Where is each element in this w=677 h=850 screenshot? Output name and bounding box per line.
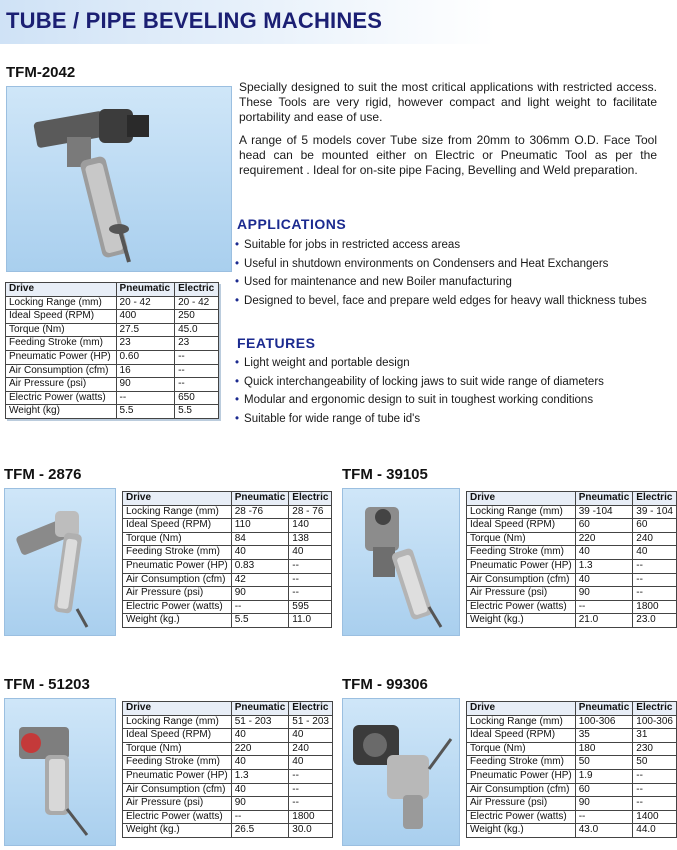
list-item: • Quick interchangeability of locking jaws to suit wide range of diameters [235, 373, 604, 392]
table-cell: 51 - 203 [231, 715, 289, 729]
table-cell: -- [289, 559, 332, 573]
model-title-tfm-99306: TFM - 99306 [342, 676, 428, 693]
table-cell: Feeding Stroke (mm) [123, 756, 232, 770]
product-photo-tfm-99306 [342, 698, 460, 846]
table-cell: Electric Power (watts) [123, 600, 232, 614]
table-cell: Feeding Stroke (mm) [6, 337, 117, 351]
table-cell: Air Pressure (psi) [123, 587, 232, 601]
table-row [467, 600, 677, 614]
table-header-row [467, 702, 677, 716]
table-cell: 40 [289, 546, 332, 560]
table-row [123, 546, 332, 560]
table-cell: 23 [116, 337, 175, 351]
table-cell: 40 [231, 756, 289, 770]
table-cell: -- [633, 783, 677, 797]
table-cell: 1800 [289, 810, 333, 824]
list-item: • Suitable for wide range of tube id's [235, 410, 604, 429]
table-cell: Torque (Nm) [123, 742, 232, 756]
table-row [467, 797, 677, 811]
table-header-row [123, 492, 332, 506]
table-row [467, 587, 677, 601]
table-cell: Ideal Speed (RPM) [6, 310, 117, 324]
table-cell: Electric Power (watts) [467, 810, 576, 824]
table-row [6, 337, 219, 351]
table-header-cell: Electric [175, 283, 219, 297]
table-cell: 1.3 [575, 559, 633, 573]
table-cell: Weight (kg.) [467, 614, 576, 628]
spec-table-tfm-99306 [466, 701, 677, 838]
table-cell: Pneumatic Power (HP) [123, 559, 232, 573]
table-cell: Locking Range (mm) [123, 505, 232, 519]
table-cell: 595 [289, 600, 332, 614]
table-cell: 26.5 [231, 824, 289, 838]
model-title-tfm-2042: TFM-2042 [6, 64, 76, 81]
table-row [123, 505, 332, 519]
table-cell: 240 [633, 532, 677, 546]
table-cell: -- [575, 600, 633, 614]
table-row [123, 729, 333, 743]
table-cell: -- [175, 364, 219, 378]
table-cell: Pneumatic Power (HP) [467, 559, 576, 573]
table-cell: -- [289, 587, 332, 601]
table-cell: 90 [575, 587, 633, 601]
table-cell: Air Pressure (psi) [467, 797, 576, 811]
table-cell: 40 [575, 573, 633, 587]
table-row [123, 519, 332, 533]
table-row [123, 559, 332, 573]
table-header-cell: Drive [123, 702, 232, 716]
table-header-cell: Pneumatic [231, 492, 289, 506]
table-cell: 50 [575, 756, 633, 770]
table-header-cell: Electric [633, 702, 677, 716]
spec-table-tfm-2876 [122, 491, 332, 628]
table-header-cell: Drive [467, 702, 576, 716]
table-cell: Air Consumption (cfm) [467, 573, 576, 587]
applications-list [235, 236, 647, 310]
table-row [467, 783, 677, 797]
table-cell: 60 [575, 519, 633, 533]
spec-table-tfm-2042 [5, 282, 219, 419]
table-row [6, 323, 219, 337]
table-row [6, 378, 219, 392]
table-cell: Torque (Nm) [467, 532, 576, 546]
tool-illustration-icon [5, 699, 115, 845]
table-row [123, 783, 333, 797]
intro-paragraph-1: Specially designed to suit the most critical applications with restricted access. These Tools are very rigid, however compact and light weight to facilitate portability and ease of use. [239, 80, 657, 124]
model-title-tfm-51203: TFM - 51203 [4, 676, 90, 693]
list-item: • Suitable for jobs in restricted access areas [235, 236, 647, 255]
table-cell: 51 - 203 [289, 715, 333, 729]
product-photo-tfm-2876 [4, 488, 116, 636]
table-cell: Pneumatic Power (HP) [123, 769, 232, 783]
tool-illustration-icon [5, 489, 115, 635]
table-cell: 0.60 [116, 350, 175, 364]
table-cell: 39 - 104 [633, 505, 677, 519]
table-cell: 45.0 [175, 323, 219, 337]
table-row [123, 532, 332, 546]
table-row [123, 769, 333, 783]
table-cell: 27.5 [116, 323, 175, 337]
table-cell: Feeding Stroke (mm) [467, 756, 576, 770]
table-cell: 44.0 [633, 824, 677, 838]
table-cell: 31 [633, 729, 677, 743]
table-cell: Electric Power (watts) [123, 810, 232, 824]
table-cell: 250 [175, 310, 219, 324]
table-cell: 20 - 42 [175, 296, 219, 310]
table-row [123, 614, 332, 628]
table-header-cell: Electric [289, 702, 333, 716]
table-cell: 28 -76 [231, 505, 289, 519]
table-cell: Weight (kg.) [467, 824, 576, 838]
table-header-cell: Drive [6, 283, 117, 297]
table-cell: 43.0 [575, 824, 633, 838]
table-cell: 40 [633, 546, 677, 560]
table-cell: 230 [633, 742, 677, 756]
table-cell: 21.0 [575, 614, 633, 628]
table-cell: 1.3 [231, 769, 289, 783]
spec-table-tfm-51203 [122, 701, 333, 838]
table-header-cell: Electric [289, 492, 332, 506]
table-cell: 5.5 [175, 405, 219, 419]
table-cell: Pneumatic Power (HP) [467, 769, 576, 783]
features-heading: FEATURES [237, 335, 316, 351]
table-cell: 84 [231, 532, 289, 546]
table-row [6, 391, 219, 405]
tool-illustration-icon [343, 489, 459, 635]
table-cell: Weight (kg.) [123, 614, 232, 628]
spec-table-tfm-39105 [466, 491, 677, 628]
table-cell: 220 [575, 532, 633, 546]
table-row [123, 756, 333, 770]
intro-text [239, 80, 657, 186]
table-cell: 90 [231, 797, 289, 811]
table-cell: -- [289, 769, 333, 783]
table-cell: Locking Range (mm) [123, 715, 232, 729]
product-photo-tfm-51203 [4, 698, 116, 846]
table-row [6, 310, 219, 324]
table-cell: Locking Range (mm) [6, 296, 117, 310]
table-row [467, 729, 677, 743]
table-row [467, 810, 677, 824]
table-row [467, 505, 677, 519]
title-banner [0, 0, 660, 44]
table-cell: -- [633, 797, 677, 811]
table-cell: 50 [633, 756, 677, 770]
table-row [467, 614, 677, 628]
table-cell: 60 [633, 519, 677, 533]
features-list [235, 354, 604, 428]
table-cell: Air Pressure (psi) [123, 797, 232, 811]
table-row [123, 573, 332, 587]
applications-heading: APPLICATIONS [237, 216, 347, 232]
table-cell: Air Consumption (cfm) [123, 783, 232, 797]
table-cell: Torque (Nm) [6, 323, 117, 337]
table-row [123, 742, 333, 756]
table-header-row [123, 702, 333, 716]
table-cell: Feeding Stroke (mm) [123, 546, 232, 560]
table-cell: 20 - 42 [116, 296, 175, 310]
table-row [467, 559, 677, 573]
table-cell: 100-306 [633, 715, 677, 729]
table-row [123, 810, 333, 824]
table-cell: Locking Range (mm) [467, 505, 576, 519]
table-cell: 1400 [633, 810, 677, 824]
table-header-cell: Electric [633, 492, 677, 506]
table-header-cell: Pneumatic [116, 283, 175, 297]
tool-illustration-icon [343, 699, 459, 845]
table-row [467, 742, 677, 756]
table-cell: 40 [231, 729, 289, 743]
table-header-cell: Pneumatic [231, 702, 289, 716]
table-row [467, 769, 677, 783]
table-cell: 23 [175, 337, 219, 351]
table-header-cell: Drive [123, 492, 232, 506]
table-cell: -- [289, 783, 333, 797]
table-cell: 90 [231, 587, 289, 601]
table-cell: 16 [116, 364, 175, 378]
table-cell: Torque (Nm) [123, 532, 232, 546]
table-cell: Locking Range (mm) [467, 715, 576, 729]
table-cell: 100-306 [575, 715, 633, 729]
table-cell: -- [633, 769, 677, 783]
table-cell: 180 [575, 742, 633, 756]
table-header-row [467, 492, 677, 506]
table-cell: 35 [575, 729, 633, 743]
intro-paragraph-2: A range of 5 models cover Tube size from 20mm to 306mm O.D. Face Tool head can be mounted either on Electric or Pneumatic Tool as per the requirement . Ideal for on-site pipe Facing, Bevelling and Weld preparation. [239, 133, 657, 177]
table-row [6, 350, 219, 364]
list-item: • Useful in shutdown environments on Condensers and Heat Exchangers [235, 255, 647, 274]
table-cell: -- [633, 573, 677, 587]
table-cell: 0.83 [231, 559, 289, 573]
list-item: • Modular and ergonomic design to suit in toughest working conditions [235, 391, 604, 410]
table-cell: 40 [289, 756, 333, 770]
list-item: • Light weight and portable design [235, 354, 604, 373]
table-row [467, 546, 677, 560]
table-cell: 220 [231, 742, 289, 756]
table-cell: -- [231, 810, 289, 824]
table-cell: -- [633, 587, 677, 601]
table-cell: -- [289, 797, 333, 811]
table-cell: -- [175, 350, 219, 364]
tool-illustration-icon [7, 87, 231, 271]
table-row [123, 600, 332, 614]
table-cell: 23.0 [633, 614, 677, 628]
table-cell: Air Consumption (cfm) [123, 573, 232, 587]
table-cell: 30.0 [289, 824, 333, 838]
table-cell: Ideal Speed (RPM) [467, 729, 576, 743]
table-row [6, 296, 219, 310]
table-header-row [6, 283, 219, 297]
table-row [467, 756, 677, 770]
table-cell: 400 [116, 310, 175, 324]
table-row [123, 715, 333, 729]
table-cell: 650 [175, 391, 219, 405]
table-cell: -- [289, 573, 332, 587]
table-cell: 110 [231, 519, 289, 533]
table-cell: -- [231, 600, 289, 614]
table-cell: 1.9 [575, 769, 633, 783]
table-row [123, 824, 333, 838]
list-item: • Used for maintenance and new Boiler manufacturing [235, 273, 647, 292]
product-photo-tfm-39105 [342, 488, 460, 636]
table-cell: Air Consumption (cfm) [6, 364, 117, 378]
table-cell: Weight (kg) [6, 405, 117, 419]
table-cell: Pneumatic Power (HP) [6, 350, 117, 364]
table-row [467, 519, 677, 533]
table-cell: -- [175, 378, 219, 392]
table-cell: 138 [289, 532, 332, 546]
list-item: • Designed to bevel, face and prepare weld edges for heavy wall thickness tubes [235, 292, 647, 311]
table-row [6, 405, 219, 419]
table-cell: Air Consumption (cfm) [467, 783, 576, 797]
table-cell: 40 [231, 783, 289, 797]
table-cell: 1800 [633, 600, 677, 614]
table-row [467, 824, 677, 838]
table-cell: 90 [575, 797, 633, 811]
table-cell: 240 [289, 742, 333, 756]
table-cell: 90 [116, 378, 175, 392]
table-header-cell: Pneumatic [575, 492, 633, 506]
table-cell: 40 [289, 729, 333, 743]
table-cell: 28 - 76 [289, 505, 332, 519]
table-cell: Ideal Speed (RPM) [467, 519, 576, 533]
table-cell: Weight (kg.) [123, 824, 232, 838]
table-row [123, 587, 332, 601]
table-header-cell: Pneumatic [575, 702, 633, 716]
table-cell: 42 [231, 573, 289, 587]
table-cell: Air Pressure (psi) [467, 587, 576, 601]
table-cell: 5.5 [231, 614, 289, 628]
table-cell: 39 -104 [575, 505, 633, 519]
table-row [6, 364, 219, 378]
table-cell: Electric Power (watts) [467, 600, 576, 614]
table-header-cell: Drive [467, 492, 576, 506]
table-cell: 60 [575, 783, 633, 797]
table-cell: -- [575, 810, 633, 824]
table-cell: Feeding Stroke (mm) [467, 546, 576, 560]
table-cell: 40 [575, 546, 633, 560]
table-row [467, 715, 677, 729]
table-cell: -- [633, 559, 677, 573]
page-title: TUBE / PIPE BEVELING MACHINES [6, 8, 383, 33]
table-cell: Ideal Speed (RPM) [123, 729, 232, 743]
table-cell: 140 [289, 519, 332, 533]
table-row [467, 573, 677, 587]
table-cell: 11.0 [289, 614, 332, 628]
table-row [123, 797, 333, 811]
table-cell: Air Pressure (psi) [6, 378, 117, 392]
model-title-tfm-39105: TFM - 39105 [342, 466, 428, 483]
table-cell: Electric Power (watts) [6, 391, 117, 405]
table-cell: -- [116, 391, 175, 405]
table-cell: Ideal Speed (RPM) [123, 519, 232, 533]
table-cell: 40 [231, 546, 289, 560]
table-cell: 5.5 [116, 405, 175, 419]
product-photo-tfm-2042 [6, 86, 232, 272]
model-title-tfm-2876: TFM - 2876 [4, 466, 82, 483]
table-row [467, 532, 677, 546]
table-cell: Torque (Nm) [467, 742, 576, 756]
